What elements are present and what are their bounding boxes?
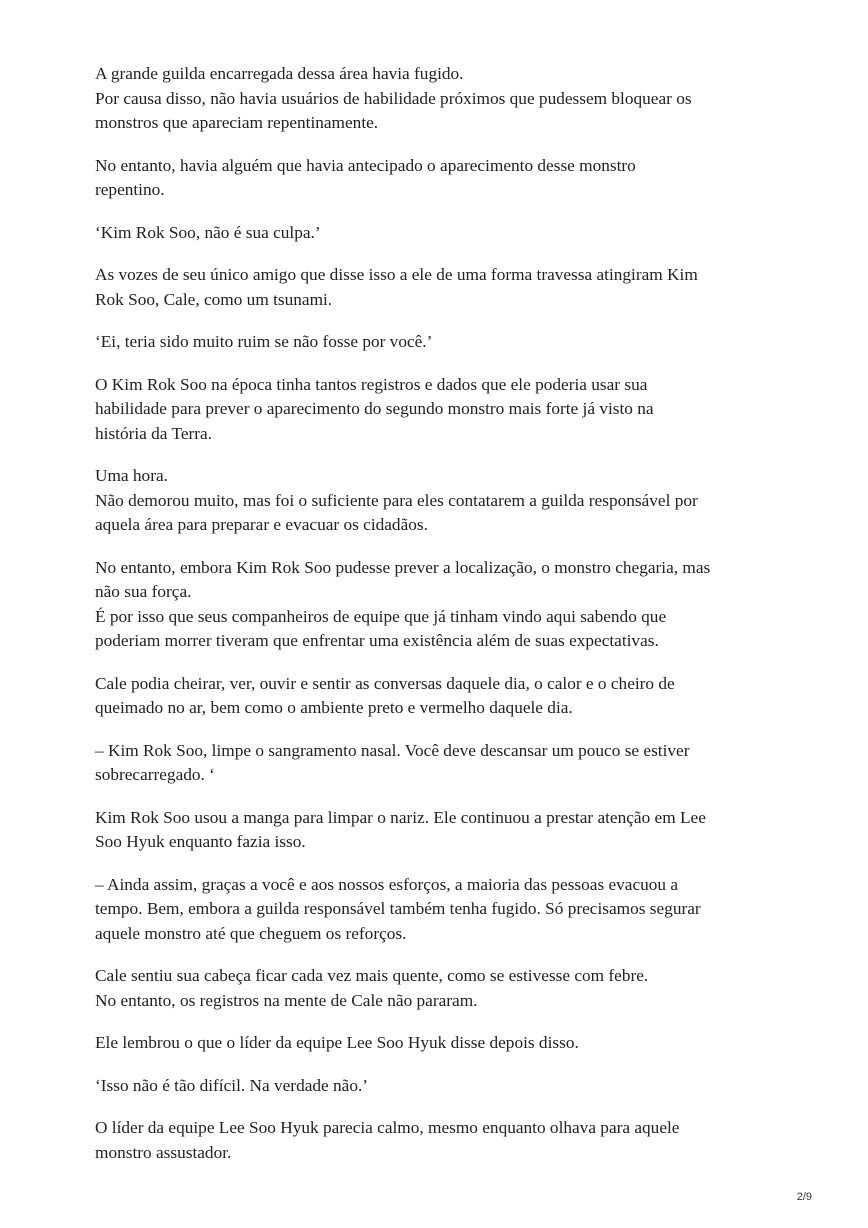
- paragraph: [95, 873, 795, 947]
- paragraph: [95, 1031, 795, 1056]
- text-line: sobrecarregado. ‘: [95, 765, 215, 784]
- text-line: tempo. Bem, embora a guilda responsável também tenha fugido. Só precisamos segurar: [95, 899, 701, 918]
- text-line: A grande guilda encarregada dessa área havia fugido.: [95, 64, 464, 83]
- text-line: aquela área para preparar e evacuar os cidadãos.: [95, 515, 428, 534]
- paragraph: [95, 672, 795, 721]
- text-line: Cale podia cheirar, ver, ouvir e sentir as conversas daquele dia, o calor e o cheiro de: [95, 673, 675, 693]
- text-line: ‘Ei, teria sido muito ruim se não fosse por você.’: [95, 332, 433, 351]
- text-line: Uma hora.: [95, 466, 168, 485]
- text-line: queimado no ar, bem como o ambiente preto e vermelho daquele dia.: [95, 698, 573, 717]
- document-body: [95, 62, 795, 1183]
- text-line: história da Terra.: [95, 423, 212, 443]
- text-line: O líder da equipe Lee Soo Hyuk parecia calmo, mesmo enquanto olhava para aquele: [95, 1118, 680, 1137]
- paragraph: [95, 62, 795, 136]
- paragraph: [95, 556, 795, 654]
- paragraph: [95, 221, 795, 246]
- paragraph: [95, 330, 795, 355]
- text-line: – Ainda assim, graças a você e aos nossos esforços, a maioria das pessoas evacuou a: [95, 874, 679, 894]
- text-line: No entanto, embora Kim Rok Soo pudesse prever a localização, o monstro chegaria, mas: [95, 557, 711, 577]
- text-line: habilidade para prever o aparecimento do segundo monstro mais forte já visto na: [95, 399, 654, 418]
- paragraph: [95, 1116, 795, 1165]
- text-line: aquele monstro até que cheguem os reforços.: [95, 923, 407, 943]
- text-line: ‘Isso não é tão difícil. Na verdade não.’: [95, 1075, 369, 1095]
- text-line: Ele lembrou o que o líder da equipe Lee Soo Hyuk disse depois disso.: [95, 1033, 579, 1052]
- paragraph: [95, 739, 795, 788]
- paragraph: [95, 154, 795, 203]
- text-line: ‘Kim Rok Soo, não é sua culpa.’: [95, 222, 321, 242]
- text-line: Por causa disso, não havia usuários de habilidade próximos que pudessem bloquear os: [95, 88, 692, 108]
- paragraph: [95, 373, 795, 447]
- text-line: poderiam morrer tiveram que enfrentar uma existência além de suas expectativas.: [95, 631, 659, 650]
- text-line: No entanto, os registros na mente de Cale não pararam.: [95, 990, 478, 1010]
- text-line: Não demorou muito, mas foi o suficiente para eles contatarem a guilda responsável por: [95, 490, 698, 510]
- text-line: monstro assustador.: [95, 1142, 232, 1162]
- text-line: Rok Soo, Cale, como um tsunami.: [95, 289, 333, 309]
- paragraph: [95, 806, 795, 855]
- text-line: Cale sentiu sua cabeça ficar cada vez mais quente, como se estivesse com febre.: [95, 966, 649, 985]
- text-line: No entanto, havia alguém que havia antecipado o aparecimento desse monstro: [95, 155, 636, 175]
- text-line: É por isso que seus companheiros de equipe que já tinham vindo aqui sabendo que: [95, 606, 667, 626]
- paragraph: [95, 964, 795, 1013]
- text-line: O Kim Rok Soo na época tinha tantos registros e dados que ele poderia usar sua: [95, 374, 648, 394]
- text-line: Soo Hyuk enquanto fazia isso.: [95, 832, 306, 851]
- paragraph: [95, 1074, 795, 1099]
- text-line: – Kim Rok Soo, limpe o sangramento nasal. Você deve descansar um pouco se estiver: [95, 740, 690, 760]
- text-line: repentino.: [95, 180, 165, 199]
- paragraph: [95, 263, 795, 312]
- text-line: monstros que apareciam repentinamente.: [95, 113, 379, 132]
- paragraph: [95, 464, 795, 538]
- page-number: 2/9: [796, 1191, 812, 1203]
- text-line: não sua força.: [95, 582, 192, 601]
- text-line: Kim Rok Soo usou a manga para limpar o nariz. Ele continuou a prestar atenção em Lee: [95, 807, 706, 827]
- text-line: As vozes de seu único amigo que disse isso a ele de uma forma travessa atingiram Kim: [95, 265, 698, 284]
